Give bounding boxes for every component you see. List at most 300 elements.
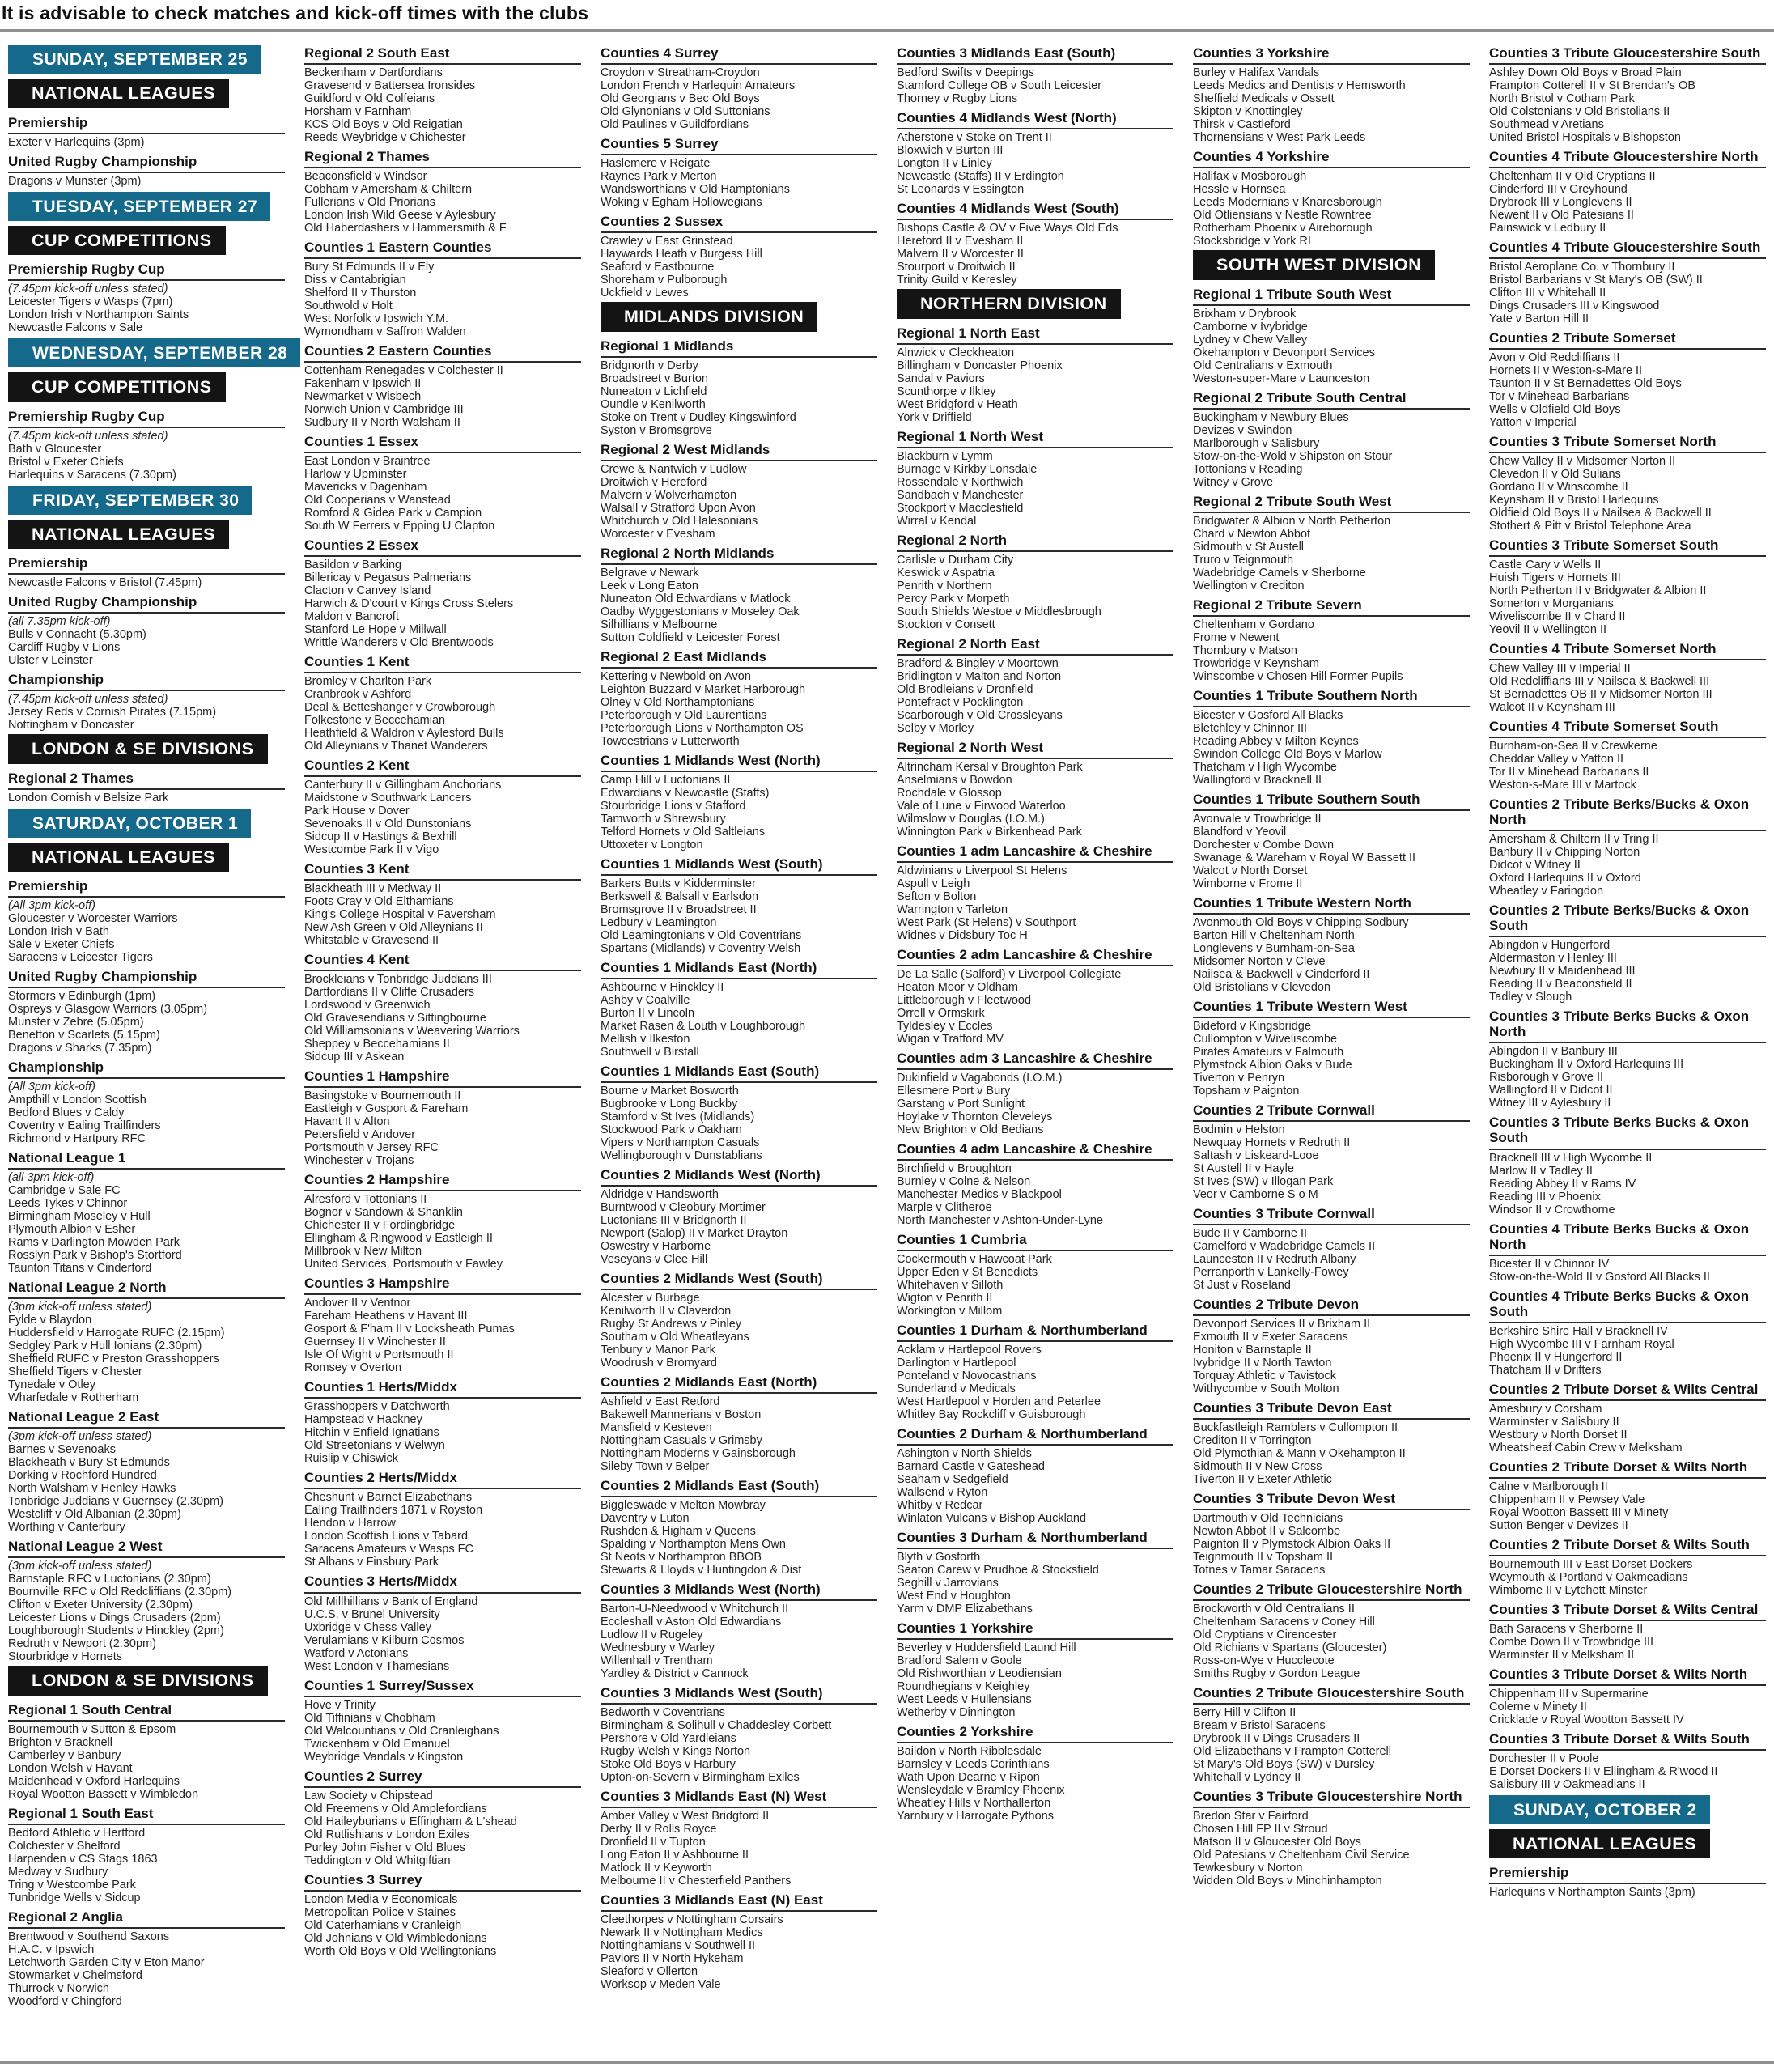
fixture: Romsey v Overton bbox=[304, 1361, 402, 1375]
fixture: Basildon v Barking bbox=[304, 558, 402, 572]
fixture: Devizes v Swindon bbox=[1193, 423, 1292, 437]
fixture: Anselmians v Bowdon bbox=[897, 773, 1012, 787]
section-title: Regional 2 South East bbox=[304, 45, 581, 65]
fixture: Dings Crusaders III v Kingswood bbox=[1489, 299, 1660, 313]
fixtures-section bbox=[601, 649, 877, 748]
fixtures-section bbox=[1489, 719, 1766, 792]
fixture: Amersham & Chiltern II v Tring II bbox=[1489, 833, 1659, 847]
fixture: Biggleswade v Melton Mowbray bbox=[601, 1498, 766, 1512]
fixture: Bideford v Kingsbridge bbox=[1193, 1019, 1311, 1033]
fixture: Diss v Cantabrigian bbox=[304, 274, 406, 287]
fixture: Saracens Amateurs v Wasps FC bbox=[304, 1543, 473, 1556]
fixture: Whitby v Redcar bbox=[897, 1498, 983, 1512]
fixtures-section bbox=[897, 201, 1173, 287]
fixture: Brixham v Drybrook bbox=[1193, 307, 1297, 321]
fixtures-section bbox=[601, 442, 877, 541]
fixtures-section bbox=[1489, 1865, 1766, 1899]
fixture: Oxford Harlequins II v Oxford bbox=[1489, 872, 1641, 885]
fixtures-section bbox=[897, 1426, 1173, 1525]
section-title: Counties 3 Tribute Devon West bbox=[1193, 1491, 1470, 1510]
fixture: New Brighton v Old Bedians bbox=[897, 1123, 1044, 1136]
fixture: Chichester II v Fordingbridge bbox=[304, 1219, 456, 1233]
fixture: Foots Cray v Old Elthamians bbox=[304, 895, 454, 909]
fixture: Bloxwich v Burton III bbox=[897, 144, 1004, 158]
fixture: Wheatley Hills v Northallerton bbox=[897, 1797, 1051, 1811]
fixture: U.C.S. v Brunel University bbox=[304, 1607, 440, 1621]
fixture: Nottingham Moderns v Gainsborough bbox=[601, 1446, 796, 1460]
fixture: Towcestrians v Lutterworth bbox=[601, 734, 740, 748]
fixtures-section bbox=[8, 878, 285, 964]
fixture: Sandal v Paviors bbox=[897, 372, 985, 385]
fixture: Buckfastleigh Ramblers v Cullompton II bbox=[1193, 1420, 1398, 1434]
section-title: Premiership bbox=[8, 878, 285, 898]
fixture: Phoenix II v Hungerford II bbox=[1489, 1350, 1623, 1364]
fixture: Derby II v Rolls Royce bbox=[601, 1823, 717, 1836]
fixtures-section bbox=[304, 537, 581, 649]
fixture: Rochdale v Glossop bbox=[897, 786, 1002, 800]
fixture: Upton-on-Severn v Birmingham Exiles bbox=[601, 1771, 800, 1785]
fixture: Wallsend v Ryton bbox=[897, 1485, 988, 1499]
fixtures-section bbox=[1489, 240, 1766, 325]
section-title: Premiership bbox=[8, 115, 285, 134]
fixture: Yarnbury v Harrogate Pythons bbox=[897, 1810, 1054, 1824]
section-title: Counties 1 Midlands East (North) bbox=[601, 960, 877, 979]
fixtures-section bbox=[1489, 45, 1766, 144]
fixture: Eastleigh v Gosport & Fareham bbox=[304, 1102, 469, 1116]
section-title: United Rugby Championship bbox=[8, 969, 285, 988]
fixture: Kenilworth II v Claverdon bbox=[601, 1304, 732, 1318]
fixture: Ellesmere Port v Bury bbox=[897, 1084, 1011, 1098]
fixture: Darlington v Hartlepool bbox=[897, 1356, 1016, 1369]
fixture: Newent II v Old Patesians II bbox=[1489, 209, 1634, 223]
fixture: Newquay Hornets v Redruth II bbox=[1193, 1136, 1351, 1149]
fixture: St Leonards v Essington bbox=[897, 183, 1025, 197]
fixture: Bridgnorth v Derby bbox=[601, 359, 698, 372]
fixture: Metropolitan Police v Staines bbox=[304, 1905, 456, 1919]
section-title: Counties 4 Tribute Berks Bucks & Oxon South bbox=[1489, 1289, 1766, 1323]
fixtures-section bbox=[304, 343, 581, 429]
fixture: Bristol Aeroplane Co. v Thornbury II bbox=[1489, 261, 1675, 274]
fixture: Drybrook III v Longlevens II bbox=[1489, 196, 1632, 210]
fixture: Cobham v Amersham & Chiltern bbox=[304, 183, 473, 197]
fixtures-columns bbox=[0, 32, 1774, 2008]
fixture: Wilmslow v Douglas (I.O.M.) bbox=[897, 812, 1045, 826]
fixtures-section bbox=[897, 947, 1173, 1046]
fixture: Gravesend v Battersea Ironsides bbox=[304, 79, 476, 93]
fixture: Amesbury v Corsham bbox=[1489, 1402, 1602, 1416]
fixture: Yatton v Imperial bbox=[1489, 416, 1577, 430]
fixture: Amber Valley v West Bridgford II bbox=[601, 1810, 770, 1824]
fixture: London Irish Wild Geese v Aylesbury bbox=[304, 209, 496, 223]
fixture: Tynedale v Otley bbox=[8, 1378, 95, 1392]
section-title: Counties 2 Tribute Gloucestershire North bbox=[1193, 1582, 1470, 1601]
fixture: Bishops Castle & OV v Five Ways Old Eds bbox=[897, 222, 1118, 236]
section-title: Counties 2 Tribute Somerset bbox=[1489, 330, 1766, 350]
fixture: Cheshunt v Barnet Elizabethans bbox=[304, 1491, 473, 1505]
fixture: Seghill v Jarrovians bbox=[897, 1577, 999, 1590]
section-title: Regional 1 South East bbox=[8, 1806, 285, 1825]
fixture: Beaconsfield v Windsor bbox=[304, 170, 427, 184]
section-title: Regional 2 Tribute South West bbox=[1193, 494, 1470, 513]
fixtures-section bbox=[8, 1280, 285, 1404]
fixture: Clifton III v Whitehall II bbox=[1489, 287, 1606, 300]
fixture: Basingstoke v Bournemouth II bbox=[304, 1089, 461, 1103]
column-1 bbox=[8, 40, 288, 2009]
section-title: Counties 4 adm Lancashire & Cheshire bbox=[897, 1141, 1173, 1161]
section-title: Counties 3 Midlands West (North) bbox=[601, 1582, 877, 1601]
fixture: Burnham-on-Sea II v Crewkerne bbox=[1489, 740, 1657, 754]
fixture: Veor v Camborne S o M bbox=[1193, 1187, 1318, 1201]
kickoff-note: (all 7.35pm kick-off) bbox=[8, 615, 111, 629]
fixture: Old Rutlishians v London Exiles bbox=[304, 1828, 469, 1841]
kickoff-note: (3pm kick-off unless stated) bbox=[8, 1301, 152, 1314]
fixtures-section bbox=[304, 149, 581, 235]
fixture: Longlevens v Burnham-on-Sea bbox=[1193, 941, 1355, 955]
fixture: Bulls v Connacht (5.30pm) bbox=[8, 628, 146, 642]
fixture: Sidcup III v Askean bbox=[304, 1051, 405, 1064]
fixture: Winlaton Vulcans v Bishop Auckland bbox=[897, 1511, 1087, 1525]
fixture: Ulster v Leinster bbox=[8, 654, 93, 668]
fixture: Ampthill v London Scottish bbox=[8, 1093, 146, 1107]
fixture: Old Williamsonians v Weavering Warriors bbox=[304, 1025, 520, 1038]
fixture: Bradford Salem v Goole bbox=[897, 1654, 1022, 1668]
fixture: Frome v Newent bbox=[1193, 631, 1280, 644]
fixture: Wallingford v Bracknell II bbox=[1193, 773, 1322, 787]
fixture: Clifton v Exeter University (2.30pm) bbox=[8, 1599, 193, 1612]
fixtures-section bbox=[1489, 149, 1766, 235]
fixture: Somerton v Morganians bbox=[1489, 597, 1614, 611]
fixture: Bodmin v Helston bbox=[1193, 1123, 1285, 1136]
fixture: Bournville RFC v Old Redcliffians (2.30pm) bbox=[8, 1586, 232, 1599]
fixtures-section bbox=[897, 110, 1173, 196]
section-title: Championship bbox=[8, 672, 285, 691]
fixture: Bridgwater & Albion v North Petherton bbox=[1193, 514, 1391, 528]
fixture: Isle Of Wight v Portsmouth II bbox=[304, 1348, 454, 1362]
fixtures-section bbox=[601, 1374, 877, 1473]
section-title: Counties 2 Midlands East (North) bbox=[601, 1374, 877, 1394]
fixture: Oldfield Old Boys II v Nailsea & Backwell II bbox=[1489, 507, 1712, 520]
fixture: Havant II v Alton bbox=[304, 1115, 390, 1129]
fixture: Wallingford II v Didcot II bbox=[1489, 1084, 1613, 1098]
fixture: Dorking v Rochford Hundred bbox=[8, 1469, 157, 1483]
fixture: Chew Valley III v Imperial II bbox=[1489, 662, 1631, 676]
section-title: Regional 2 East Midlands bbox=[601, 649, 877, 669]
fixture: Westbury v North Dorset II bbox=[1489, 1428, 1628, 1441]
section-title: Counties 3 Kent bbox=[304, 861, 581, 881]
section-title: Regional 2 Anglia bbox=[8, 1909, 285, 1929]
fixtures-section bbox=[1193, 287, 1470, 385]
fixture: Reading III v Phoenix bbox=[1489, 1190, 1601, 1204]
fixture: Saltash v Liskeard-Looe bbox=[1193, 1149, 1319, 1162]
fixture: Avonmouth Old Boys v Chipping Sodbury bbox=[1193, 915, 1409, 929]
fixture: Whitehaven v Silloth bbox=[897, 1278, 1004, 1292]
fixture: Chosen Hill FP II v Stroud bbox=[1193, 1823, 1328, 1836]
fixtures-section bbox=[8, 115, 285, 149]
fixtures-section bbox=[1193, 792, 1470, 890]
section-title: Regional 2 Tribute South Central bbox=[1193, 390, 1470, 410]
fixture: Bristol Barbarians v St Mary's OB (SW) II bbox=[1489, 274, 1703, 287]
fixture: Brighton v Bracknell bbox=[8, 1736, 112, 1749]
date-banner: TUESDAY, SEPTEMBER 27 bbox=[8, 192, 270, 221]
fixture: Olney v Old Northamptonians bbox=[601, 695, 755, 709]
fixtures-section bbox=[1193, 1685, 1470, 1784]
fixture: Bletchley v Chinnor III bbox=[1193, 721, 1308, 735]
fixture: Launceston II v Redruth Albany bbox=[1193, 1252, 1356, 1266]
fixture: Withycombe v South Molton bbox=[1193, 1382, 1339, 1395]
date-banner: SATURDAY, OCTOBER 1 bbox=[8, 809, 251, 838]
fixture: Leighton Buzzard v Market Harborough bbox=[601, 682, 806, 696]
fixture: Crediton II v Torrington bbox=[1193, 1433, 1312, 1447]
fixture: Sutton Coldfield v Leicester Forest bbox=[601, 631, 780, 644]
fixture: Old Leamingtonians v Old Coventrians bbox=[601, 928, 802, 942]
fixture: Harlequins v Saracens (7.30pm) bbox=[8, 468, 176, 482]
fixture: Didcot v Witney II bbox=[1489, 859, 1581, 873]
fixture: Stourbridge Lions v Stafford bbox=[601, 799, 746, 813]
fixture: Blackheath v Bury St Edmunds bbox=[8, 1456, 170, 1470]
fixture: New Ash Green v Old Alleynians II bbox=[304, 921, 483, 935]
division-banner: NATIONAL LEAGUES bbox=[1489, 1829, 1710, 1859]
fixtures-section bbox=[8, 771, 285, 805]
fixture: Maidenhead v Oxford Harlequins bbox=[8, 1775, 180, 1788]
section-title: Counties 2 Herts/Middx bbox=[304, 1470, 581, 1489]
fixture: Plymouth Albion v Esher bbox=[8, 1223, 136, 1237]
fixture: Brockleians v Tonbridge Juddians III bbox=[304, 973, 492, 987]
fixture: Winchester v Trojans bbox=[304, 1154, 414, 1168]
division-banner: NATIONAL LEAGUES bbox=[8, 520, 229, 550]
fixture: Paviors II v North Hykeham bbox=[601, 1952, 744, 1966]
fixture: Bakewell Mannerians v Boston bbox=[601, 1408, 762, 1421]
column-4 bbox=[897, 40, 1173, 1823]
fixture: Cheltenham v Gordano bbox=[1193, 618, 1314, 631]
fixture: Orrell v Ormskirk bbox=[897, 1006, 985, 1020]
fixtures-section bbox=[1193, 1102, 1470, 1201]
fixture: Baildon v North Ribblesdale bbox=[897, 1745, 1042, 1759]
fixtures-section bbox=[601, 1582, 877, 1680]
fixture: Altrincham Kersal v Broughton Park bbox=[897, 760, 1083, 774]
fixture: Tor v Minehead Barbarians bbox=[1489, 390, 1630, 404]
fixture: Keswick v Aspatria bbox=[897, 566, 995, 580]
fixture: Willenhall v Trentham bbox=[601, 1654, 713, 1667]
fixture: Chippenham III v Supermarine bbox=[1489, 1687, 1649, 1700]
fixture: Trinity Guild v Keresley bbox=[897, 274, 1017, 287]
fixture: Old Brodleians v Dronfield bbox=[897, 682, 1033, 696]
fixture: Hessle v Hornsea bbox=[1193, 183, 1286, 197]
section-title: Counties 2 Hampshire bbox=[304, 1172, 581, 1191]
section-title: Regional 2 Tribute Severn bbox=[1193, 597, 1470, 617]
fixture: Mansfield v Kesteven bbox=[601, 1420, 712, 1434]
fixture: Worth Old Boys v Old Wellingtonians bbox=[304, 1944, 497, 1958]
fixture: Rotherham Phoenix v Aireborough bbox=[1193, 222, 1373, 236]
fixture: Fullerians v Old Priorians bbox=[304, 196, 435, 210]
kickoff-note: (All 3pm kick-off) bbox=[8, 899, 95, 913]
fixture: Pontefract v Pocklington bbox=[897, 695, 1024, 709]
fixture: Old Otliensians v Nestle Rowntree bbox=[1193, 209, 1372, 223]
fixture: Cockermouth v Hawcoat Park bbox=[897, 1252, 1052, 1266]
fixture: Bath v Gloucester bbox=[8, 442, 102, 456]
fixture: Reeds Weybridge v Chichester bbox=[304, 131, 466, 145]
fixture: Alresford v Tottonians II bbox=[304, 1193, 427, 1207]
fixture: Burntwood v Cleobury Mortimer bbox=[601, 1200, 766, 1214]
section-title: Counties 3 Midlands East (N) West bbox=[601, 1789, 877, 1808]
fixture: Redruth v Newport (2.30pm) bbox=[8, 1637, 156, 1651]
fixture: Camelford v Wadebridge Camels II bbox=[1193, 1239, 1376, 1253]
fixture: West Park (St Helens) v Southport bbox=[897, 915, 1076, 929]
fixture: Rugby Welsh v Kings Norton bbox=[601, 1745, 751, 1759]
fixture: Bedworth v Coventrians bbox=[601, 1706, 725, 1720]
fixtures-section bbox=[8, 1909, 285, 2008]
section-title: Counties 2 Midlands East (South) bbox=[601, 1478, 877, 1497]
section-title: National League 2 North bbox=[8, 1280, 285, 1299]
fixture: Nottingham v Doncaster bbox=[8, 719, 134, 732]
fixtures-section bbox=[8, 154, 285, 188]
date-banner: SUNDAY, SEPTEMBER 25 bbox=[8, 45, 261, 74]
fixture: Buckingham v Newbury Blues bbox=[1193, 410, 1349, 424]
fixture: Old Glynonians v Old Suttonians bbox=[601, 105, 770, 119]
fixture: Sheffield Medicals v Ossett bbox=[1193, 92, 1335, 106]
fixture: Leicester Tigers v Wasps (7pm) bbox=[8, 295, 173, 309]
fixture: Old Plymothian & Mann v Okehampton II bbox=[1193, 1446, 1406, 1460]
fixture: Old Haberdashers v Hammersmith & F bbox=[304, 222, 507, 236]
section-title: Counties 1 Hampshire bbox=[304, 1068, 581, 1088]
fixture: Pirates Amateurs v Falmouth bbox=[1193, 1045, 1344, 1059]
fixture: Cheltenham II v Old Cryptians II bbox=[1489, 170, 1656, 184]
section-title: Counties 3 Tribute Devon East bbox=[1193, 1400, 1470, 1420]
fixtures-section bbox=[1489, 1115, 1766, 1216]
fixture: Ludlow II v Rugeley bbox=[601, 1628, 703, 1641]
fixture: Aldridge v Handsworth bbox=[601, 1187, 719, 1201]
fixture: Seaton Carew v Prudhoe & Stocksfield bbox=[897, 1564, 1099, 1577]
section-title: Counties 1 Essex bbox=[304, 434, 581, 453]
fixture: Peterborough v Old Laurentians bbox=[601, 708, 767, 722]
fixture: Calne v Marlborough II bbox=[1489, 1480, 1608, 1493]
fixture: Purley John Fisher v Old Blues bbox=[304, 1841, 466, 1854]
fixtures-section bbox=[1489, 1008, 1766, 1110]
fixture: Old Millhillians v Bank of England bbox=[304, 1594, 478, 1608]
section-title: Counties 3 Tribute Dorset & Wilts North bbox=[1489, 1667, 1766, 1686]
fixture: North Walsham v Henley Hawks bbox=[8, 1482, 176, 1496]
fixtures-section bbox=[897, 325, 1173, 424]
fixture: Alcester v Burbage bbox=[601, 1291, 700, 1305]
fixtures-section bbox=[1193, 999, 1470, 1098]
fixtures-section bbox=[601, 1271, 877, 1369]
fixture: Harlow v Upminster bbox=[304, 468, 407, 482]
fixture: Ponteland v Novocastrians bbox=[897, 1369, 1037, 1382]
fixture: Shelford II v Thurston bbox=[304, 287, 417, 300]
fixture: Benetton v Scarlets (5.15pm) bbox=[8, 1029, 160, 1042]
section-title: Counties 2 Tribute Dorset & Wilts Central bbox=[1489, 1382, 1766, 1401]
fixture: Bognor v Sandown & Shanklin bbox=[304, 1206, 463, 1220]
fixtures-section bbox=[897, 45, 1173, 105]
fixtures-section bbox=[304, 45, 581, 144]
fixture: Berkshire Shire Hall v Bracknell IV bbox=[1489, 1324, 1668, 1338]
fixture: Leicester Lions v Dings Crusaders (2pm) bbox=[8, 1611, 221, 1625]
fixture: Carlisle v Durham City bbox=[897, 553, 1014, 567]
fixtures-section bbox=[304, 240, 581, 338]
fixture: Thatcham II v Drifters bbox=[1489, 1363, 1602, 1377]
fixture: Westcliff v Old Albanian (2.30pm) bbox=[8, 1508, 181, 1522]
fixture: Telford Hornets v Old Saltleians bbox=[601, 825, 766, 839]
fixtures-section bbox=[601, 1685, 877, 1784]
fixture: Leeds Medics and Dentists v Hemsworth bbox=[1193, 79, 1406, 93]
fixture: Teddington v Old Whitgiftian bbox=[304, 1853, 451, 1867]
fixtures-section bbox=[304, 1872, 581, 1958]
fixture: Oundle v Kenilworth bbox=[601, 397, 706, 411]
fixture: Seaham v Sedgefield bbox=[897, 1472, 1008, 1486]
fixture: Blackheath III v Medway II bbox=[304, 882, 442, 896]
fixture: Aspull v Leigh bbox=[897, 877, 970, 890]
fixture: Royal Wootton Bassett III v Minety bbox=[1489, 1505, 1669, 1519]
section-title: Counties 1 Cumbria bbox=[897, 1232, 1173, 1251]
fixture: Stanford Le Hope v Millwall bbox=[304, 623, 447, 637]
date-banner: FRIDAY, SEPTEMBER 30 bbox=[8, 486, 252, 515]
fixture: De La Salle (Salford) v Liverpool Collegiate bbox=[897, 967, 1122, 981]
fixture: Harlequins v Northampton Saints (3pm) bbox=[1489, 1886, 1695, 1900]
fixture: Weymouth & Portland v Oakmeadians bbox=[1489, 1570, 1688, 1584]
section-title: Counties 2 Midlands West (South) bbox=[601, 1271, 877, 1290]
fixture: Swindon College Old Boys v Marlow bbox=[1193, 747, 1382, 761]
fixtures-section bbox=[8, 1150, 285, 1275]
section-title: Counties 1 Yorkshire bbox=[897, 1620, 1173, 1640]
fixture: Ellingham & Ringwood v Eastleigh II bbox=[304, 1232, 493, 1246]
fixture: Topsham v Paignton bbox=[1193, 1084, 1300, 1098]
fixtures-section bbox=[1193, 688, 1470, 787]
fixture: Silhillians v Melbourne bbox=[601, 618, 718, 631]
fixture: London Cornish v Belsize Park bbox=[8, 791, 169, 805]
fixture: North Petherton II v Bridgwater & Albion II bbox=[1489, 584, 1707, 598]
fixture: Winscombe v Chosen Hill Former Pupils bbox=[1193, 669, 1403, 683]
fixture: Marlborough v Salisbury bbox=[1193, 436, 1320, 450]
fixture: Sheffield RUFC v Preston Grasshoppers bbox=[8, 1352, 219, 1366]
fixture: Malvern II v Worcester II bbox=[897, 248, 1024, 261]
fixture: Watford v Actonians bbox=[304, 1646, 409, 1660]
fixture: Stothert & Pitt v Bristol Telephone Area bbox=[1489, 520, 1691, 533]
fixture: Barton-U-Needwood v Whitchurch II bbox=[601, 1603, 789, 1616]
fixture: Acklam v Hartlepool Rovers bbox=[897, 1343, 1042, 1357]
section-title: Championship bbox=[8, 1059, 285, 1079]
fixture: Guernsey II v Winchester II bbox=[304, 1335, 446, 1349]
fixtures-section bbox=[1193, 1582, 1470, 1680]
fixture: Hove v Trinity bbox=[304, 1698, 376, 1712]
fixture: St Just v Roseland bbox=[1193, 1278, 1291, 1292]
fixture: Stoke Old Boys v Harbury bbox=[601, 1758, 736, 1772]
fixture: Eccleshall v Aston Old Edwardians bbox=[601, 1616, 782, 1628]
fixtures-section bbox=[1489, 1459, 1766, 1532]
fixture: Crewe & Nantwich v Ludlow bbox=[601, 462, 747, 476]
fixture: Gordano II v Winscombe II bbox=[1489, 481, 1628, 495]
section-title: Premiership Rugby Cup bbox=[8, 261, 285, 281]
fixture: North Manchester v Ashton-Under-Lyne bbox=[897, 1213, 1103, 1227]
fixture: Dorchester II v Poole bbox=[1489, 1751, 1599, 1765]
fixture: Exeter v Harlequins (3pm) bbox=[8, 135, 145, 149]
fixtures-section bbox=[1489, 1667, 1766, 1726]
fixture: Castle Cary v Wells II bbox=[1489, 558, 1602, 572]
fixture: Fylde v Blaydon bbox=[8, 1314, 92, 1327]
fixture: Deal & Betteshanger v Crowborough bbox=[304, 701, 496, 715]
fixture: Burley v Halifax Vandals bbox=[1193, 66, 1320, 80]
fixture: Berkswell & Balsall v Earlsdon bbox=[601, 890, 759, 903]
fixtures-section bbox=[897, 533, 1173, 631]
fixture: Saracens v Leicester Tigers bbox=[8, 951, 153, 965]
fixture: Frampton Cotterell II v St Brendan's OB bbox=[1489, 79, 1696, 93]
fixture: Wheatsheaf Cabin Crew v Melksham bbox=[1489, 1441, 1683, 1454]
fixture: Broadstreet v Burton bbox=[601, 372, 708, 385]
fixture: Warrington v Tarleton bbox=[897, 902, 1008, 916]
section-title: Counties 4 Tribute Somerset North bbox=[1489, 641, 1766, 660]
fixture: Gloucester v Worcester Warriors bbox=[8, 912, 178, 926]
fixture: Blyth v Gosforth bbox=[897, 1551, 981, 1564]
fixture: Wigton v Penrith II bbox=[897, 1291, 993, 1305]
fixture: Perranporth v Lankelly-Fowey bbox=[1193, 1265, 1349, 1279]
